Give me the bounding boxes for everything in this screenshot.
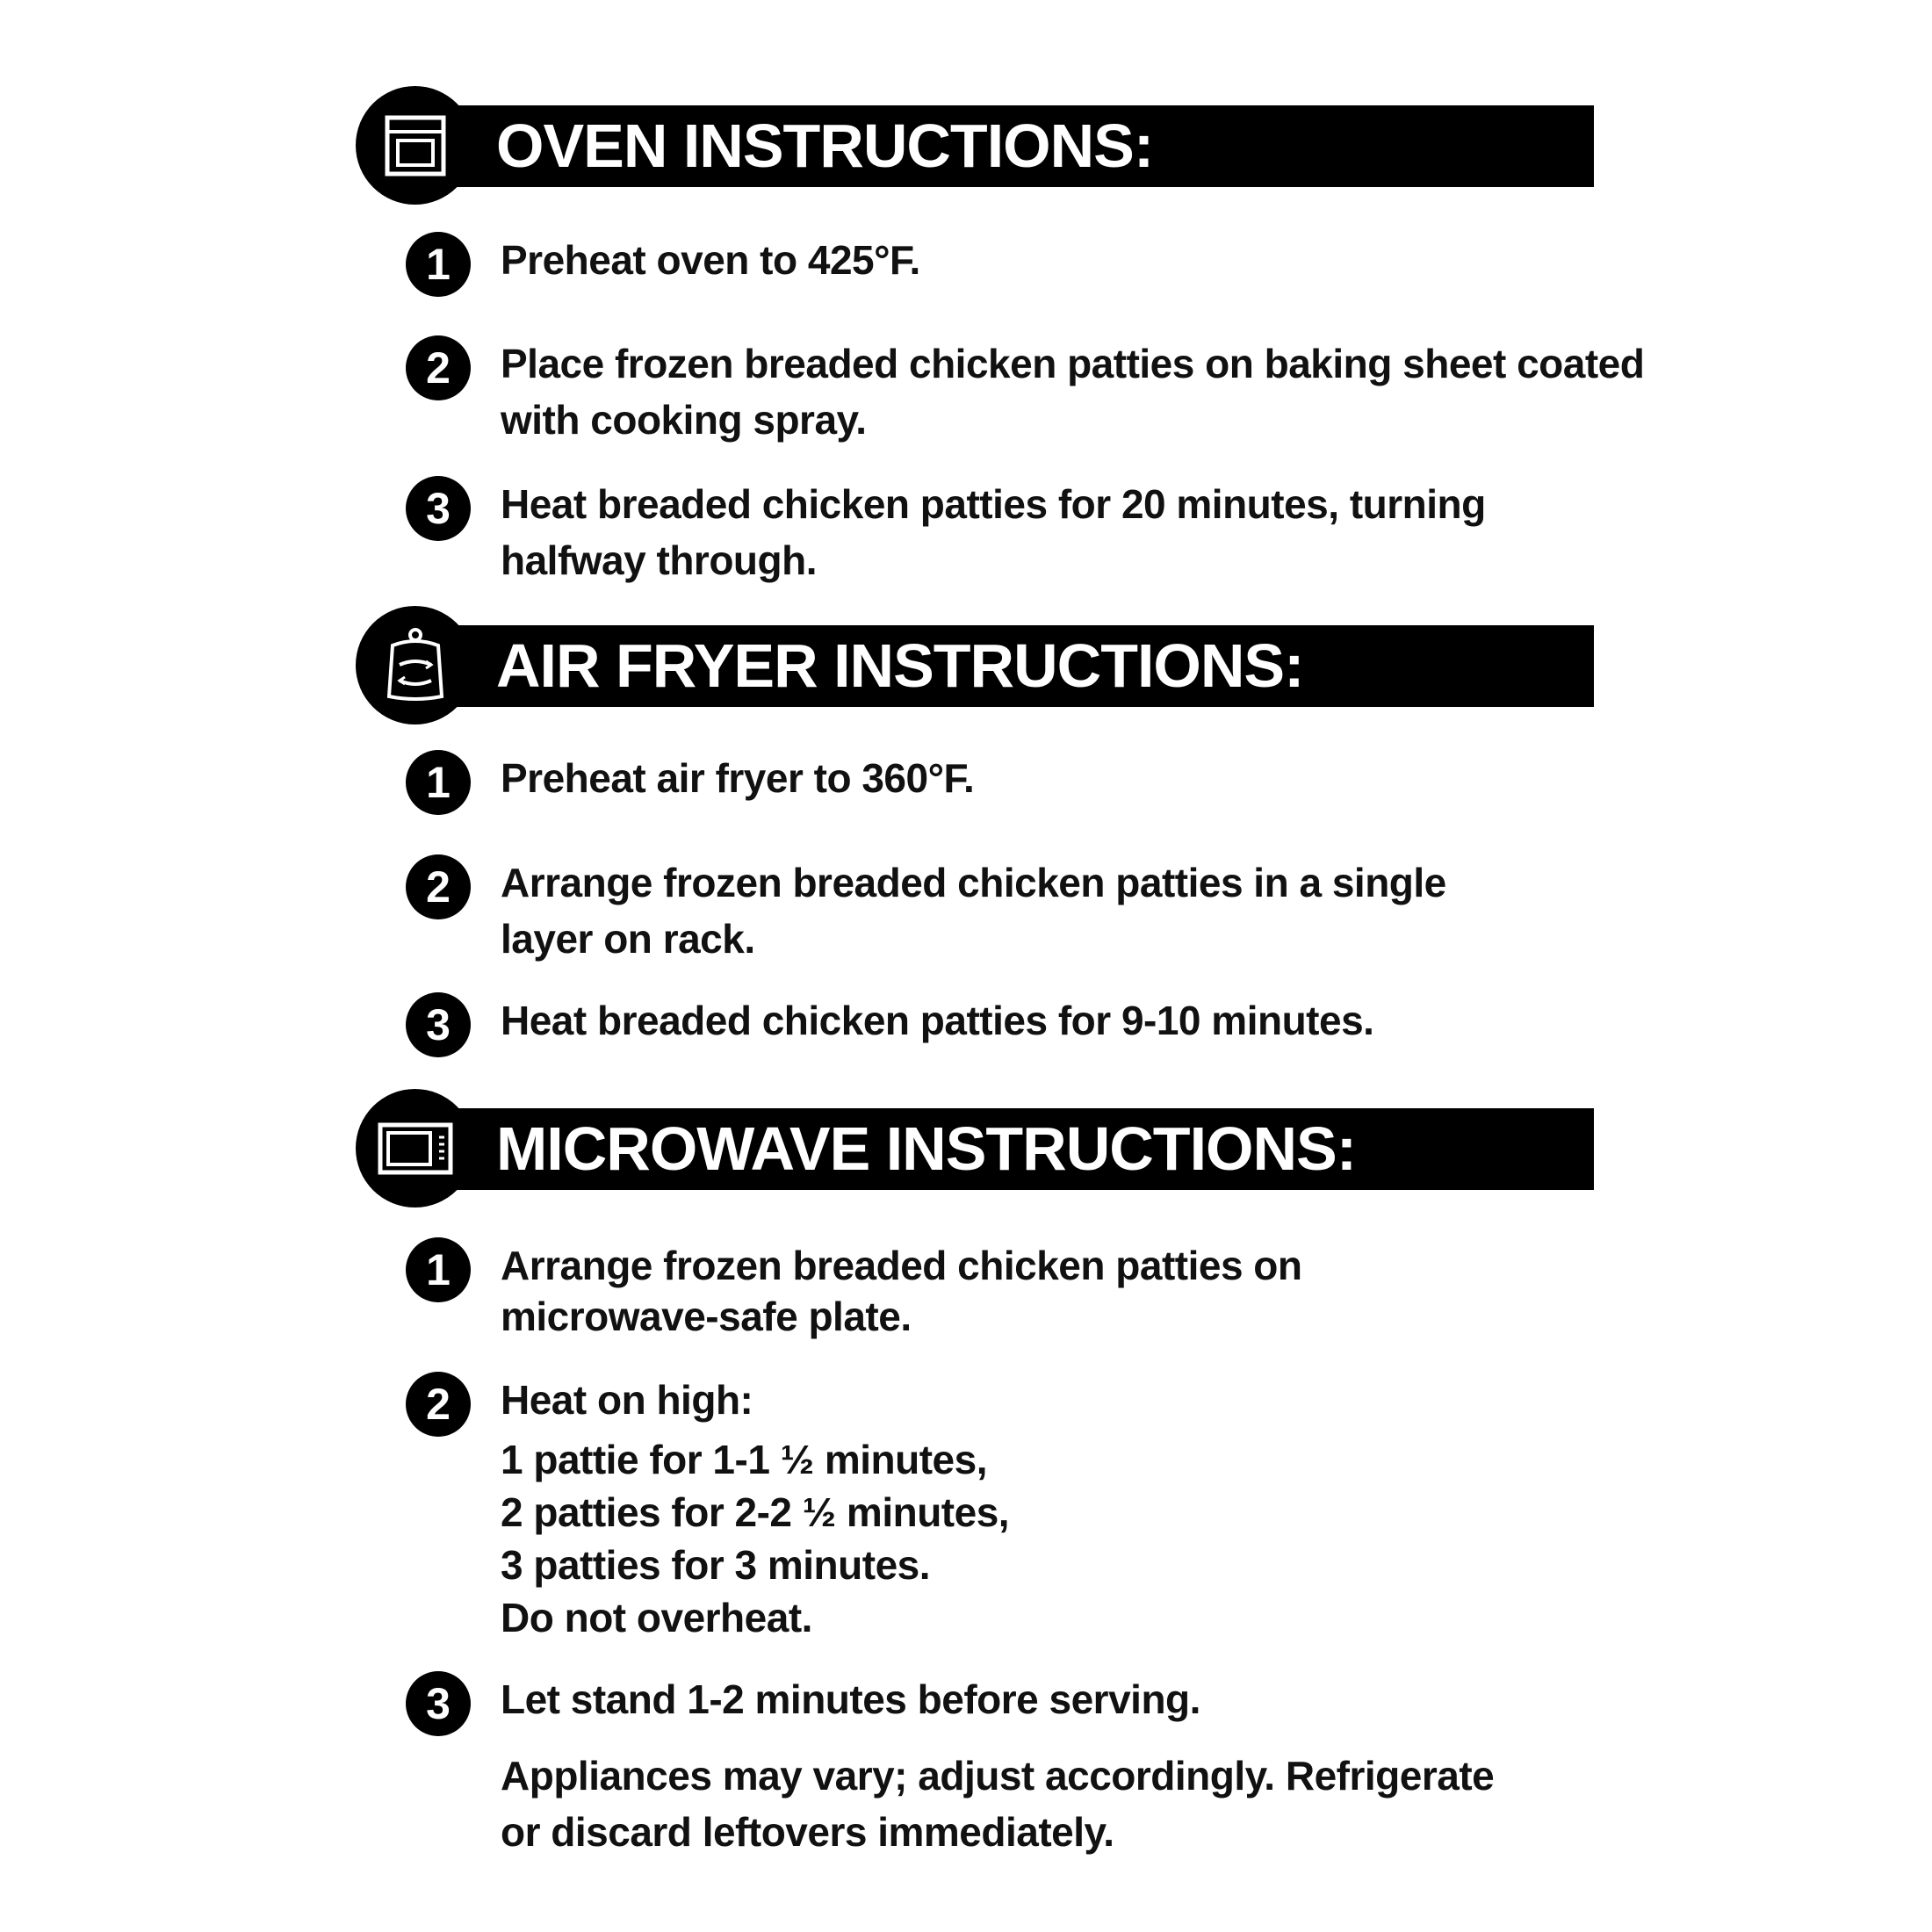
step-line: 3 patties for 3 minutes.	[501, 1542, 931, 1588]
step-line: halfway through.	[501, 537, 817, 583]
step-text	[501, 1237, 1302, 1344]
oven-section-header	[356, 60, 1594, 200]
step-text	[501, 476, 1486, 588]
step-number: 1	[406, 1237, 471, 1302]
step-text	[501, 854, 1446, 967]
note-line: or discard leftovers immediately.	[501, 1809, 1114, 1855]
step-text: Preheat oven to 425°F.	[501, 237, 920, 283]
step-number: 3	[406, 476, 471, 541]
microwave-icon	[356, 1089, 474, 1208]
air-fryer-icon	[356, 606, 474, 724]
step-line: Arrange frozen breaded chicken patties on	[501, 1243, 1302, 1288]
air-fryer-section-header	[356, 580, 1594, 720]
step-line: microwave-safe plate.	[501, 1294, 912, 1339]
note-line: Appliances may vary; adjust accordingly. Refrigerate	[501, 1753, 1495, 1799]
section-title: OVEN INSTRUCTIONS:	[496, 112, 1154, 180]
step-number: 2	[406, 335, 471, 400]
step-text	[501, 335, 1644, 448]
step-number: 1	[406, 232, 471, 297]
step-line: 2 patties for 2-2 ½ minutes,	[501, 1489, 1010, 1535]
step-number: 1	[406, 750, 471, 815]
step-line: layer on rack.	[501, 916, 755, 962]
oven-icon	[356, 86, 474, 205]
step-line: Do not overheat.	[501, 1595, 812, 1640]
step-text	[501, 1372, 1009, 1644]
step-line: with cooking spray.	[501, 397, 867, 443]
step-text: Preheat air fryer to 360°F.	[501, 755, 975, 801]
step-number: 3	[406, 992, 471, 1057]
step-line: Place frozen breaded chicken patties on baking sheet coated	[501, 341, 1645, 386]
step-number: 3	[406, 1671, 471, 1736]
step-line: 1 pattie for 1-1 ½ minutes,	[501, 1437, 987, 1482]
step-text: Let stand 1-2 minutes before serving.	[501, 1676, 1200, 1722]
step-text: Heat breaded chicken patties for 9-10 minutes.	[501, 998, 1374, 1043]
section-title: MICROWAVE INSTRUCTIONS:	[496, 1114, 1357, 1183]
microwave-section-header	[356, 1063, 1594, 1203]
step-number: 2	[406, 1372, 471, 1437]
step-line: Arrange frozen breaded chicken patties in a single	[501, 860, 1446, 905]
section-title: AIR FRYER INSTRUCTIONS:	[496, 631, 1304, 700]
storage-note	[501, 1748, 1494, 1860]
step-number: 2	[406, 854, 471, 919]
step-line: Heat breaded chicken patties for 20 minutes, turning	[501, 481, 1486, 527]
step-line: Heat on high:	[501, 1377, 753, 1423]
